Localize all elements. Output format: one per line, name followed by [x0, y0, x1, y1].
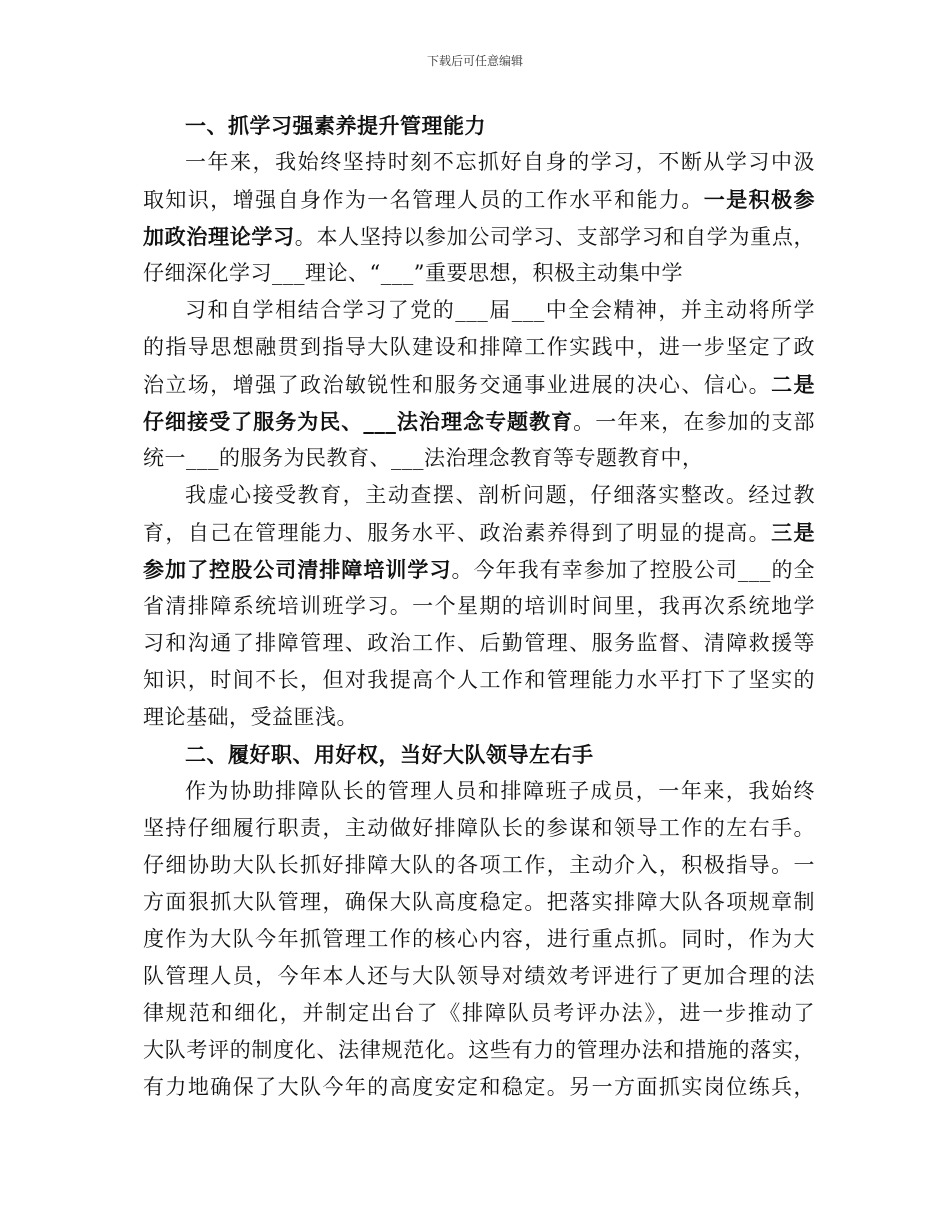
bold-text: 二、履好职、用好权，当好大队领导左右手 [185, 742, 594, 767]
paragraph-line [143, 1032, 815, 1069]
text-run: 。本人坚持以参加公司学习、支部学习和自学为重点， [294, 225, 816, 249]
paragraph-line [143, 181, 815, 218]
text-run: 取知识，增强自身作为一名管理人员的工作水平和能力。 [143, 188, 704, 212]
paragraph-line [143, 366, 815, 403]
text-run: 育，自己在管理能力、服务水平、政治素养得到了明显的提高。 [143, 521, 772, 545]
bold-text: 加政治理论学习 [143, 224, 295, 249]
text-run: 理论基础，受益匪浅。 [143, 705, 358, 729]
text-run: 统一___的服务为民教育、___法治理念教育等专题教育中， [143, 446, 704, 470]
bold-text: 参加了控股公司清排障培训学习 [143, 557, 452, 582]
document-body [143, 107, 815, 1106]
paragraph-line [143, 958, 815, 995]
bold-text: 三是 [771, 520, 816, 545]
text-run: 习和沟通了排障管理、政治工作、后勤管理、服务监督、清障救援等 [143, 631, 815, 655]
paragraph-line [143, 921, 815, 958]
text-run: 大队考评的制度化、法律规范化。这些有力的管理办法和措施的落实， [143, 1038, 815, 1062]
text-run: 。今年我有幸参加了控股公司___的全 [451, 558, 816, 582]
paragraph-line [143, 773, 815, 810]
paragraph-line [143, 403, 815, 440]
paragraph-line [143, 218, 815, 255]
page-header: 下载后可任意编辑 [426, 54, 523, 68]
paragraph-line [143, 847, 815, 884]
text-run: 治立场，增强了政治敏锐性和服务交通事业进展的决心、信心。 [143, 373, 772, 397]
text-run: 作为协助排障队长的管理人员和排障班子成员，一年来，我始终 [185, 779, 815, 803]
paragraph-line [143, 144, 815, 181]
paragraph-line [143, 255, 815, 292]
text-run: 。一年来，在参加的支部 [573, 410, 816, 434]
paragraph-line [143, 699, 815, 736]
paragraph-line [143, 625, 815, 662]
text-run: 度作为大队今年抓管理工作的核心内容，进行重点抓。同时，作为大 [143, 927, 815, 951]
text-run: 的指导思想融贯到指导大队建设和排障工作实践中，进一步坚定了政 [143, 335, 815, 359]
text-run: 知识，时间不长，但对我提高个人工作和管理能力水平打下了坚实的 [143, 668, 815, 692]
bold-text: 一是积极参 [703, 187, 816, 212]
text-run: 省清排障系统培训班学习。一个星期的培训时间里，我再次系统地学 [143, 594, 815, 618]
paragraph-line [143, 884, 815, 921]
text-run: 坚持仔细履行职责，主动做好排障队长的参谋和领导工作的左右手。 [143, 816, 815, 840]
paragraph-line [143, 588, 815, 625]
paragraph-line [143, 551, 815, 588]
paragraph-line [143, 329, 815, 366]
paragraph-line [143, 1069, 815, 1106]
text-run: 队管理人员，今年本人还与大队领导对绩效考评进行了更加合理的法 [143, 964, 815, 988]
text-run: 习和自学相结合学习了党的___届___中全会精神，并主动将所学 [185, 298, 815, 322]
bold-text: 一、抓学习强素养提升管理能力 [185, 113, 486, 138]
paragraph-line [143, 477, 815, 514]
text-run: 有力地确保了大队今年的高度安定和稳定。另一方面抓实岗位练兵， [143, 1075, 815, 1099]
paragraph-line [143, 810, 815, 847]
section-heading [143, 736, 815, 773]
text-run: 我虚心接受教育，主动查摆、剖析问题，仔细落实整改。经过教 [185, 483, 815, 507]
text-run: 仔细协助大队长抓好排障大队的各项工作，主动介入，积极指导。一 [143, 853, 815, 877]
text-run: 一年来，我始终坚持时刻不忘抓好自身的学习，不断从学习中汲 [185, 150, 815, 174]
text-run: 仔细深化学习___理论、“___”重要思想，积极主动集中学 [143, 261, 683, 285]
text-run: 律规范和细化，并制定出台了《排障队员考评办法》，进一步推动了 [143, 1001, 815, 1025]
section-heading [143, 107, 815, 144]
bold-text: 仔细接受了服务为民、___法治理念专题教育 [143, 409, 574, 434]
paragraph-line [143, 292, 815, 329]
paragraph-line [143, 440, 815, 477]
text-run: 方面狠抓大队管理，确保大队高度稳定。把落实排障大队各项规章制 [143, 890, 815, 914]
paragraph-line [143, 995, 815, 1032]
paragraph-line [143, 662, 815, 699]
paragraph-line [143, 514, 815, 551]
bold-text: 二是 [771, 372, 816, 397]
